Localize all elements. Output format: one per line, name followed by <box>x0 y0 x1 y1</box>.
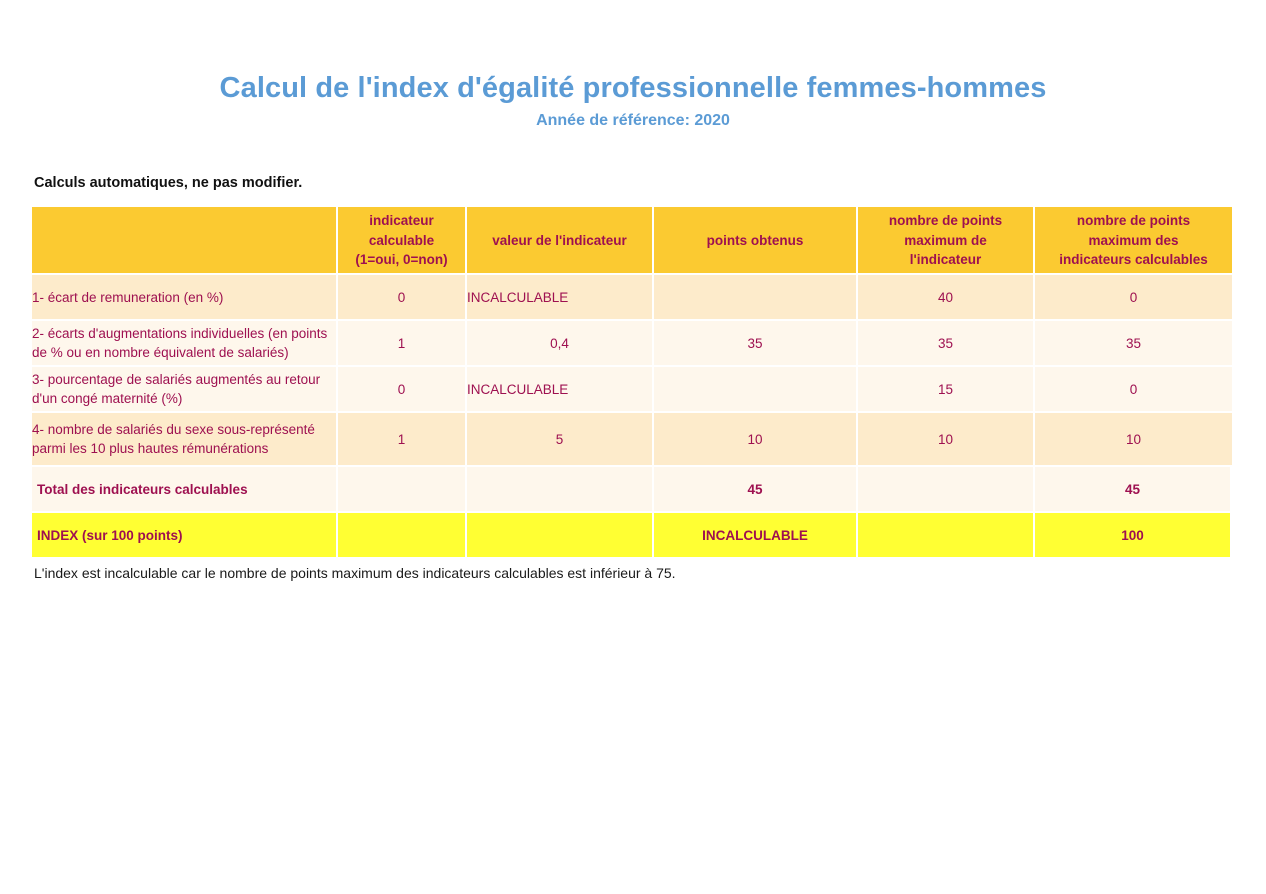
column-header-points-obtenus: points obtenus <box>654 207 858 275</box>
table-header <box>32 207 1232 275</box>
row-calculable: 1 <box>338 413 467 467</box>
row-calculable: 0 <box>338 367 467 413</box>
row-max-indicateur: 15 <box>858 367 1035 413</box>
row-max-calculables: 35 <box>1035 321 1232 367</box>
column-header-max-calculables-line2: maximum des <box>1088 232 1179 248</box>
total-row-points-obtenus: 45 <box>654 467 858 513</box>
index-row-points-obtenus: INCALCULABLE <box>654 513 858 559</box>
index-row <box>32 513 1232 559</box>
column-header-calculable <box>338 207 467 275</box>
total-row-max-indicateur-blank <box>858 467 1035 513</box>
index-row-max-calculables: 100 <box>1035 513 1232 559</box>
page-title: Calcul de l'index d'égalité professionnelle femmes-hommes <box>219 72 1047 104</box>
table-body <box>32 275 1232 559</box>
column-header-calculable-line2: calculable <box>368 232 435 248</box>
column-header-calculable-line1: indicateur <box>369 213 434 228</box>
row-max-calculables: 0 <box>1035 275 1232 321</box>
total-row-calculable-blank <box>338 467 467 513</box>
notice-text: Calculs automatiques, ne pas modifier. <box>34 175 303 192</box>
table-row <box>32 413 1232 467</box>
row-max-indicateur: 35 <box>858 321 1035 367</box>
row-max-indicateur: 40 <box>858 275 1035 321</box>
row-points-obtenus <box>654 367 858 413</box>
index-row-label: INDEX (sur 100 points) <box>32 513 338 559</box>
row-label: 3- pourcentage de salariés augmentés au retour d'un congé maternité (%) <box>32 367 338 413</box>
total-row-max-calculables: 45 <box>1035 467 1232 513</box>
column-header-label <box>32 207 338 275</box>
title-block <box>0 0 1266 130</box>
index-row-max-indicateur-blank <box>858 513 1035 559</box>
row-max-indicateur: 10 <box>858 413 1035 467</box>
footnote-text: L'index est incalculable car le nombre de points maximum des indicateurs calculables est inférieur à 75. <box>34 565 676 582</box>
column-header-max-calculables-line1: nombre de points <box>1076 213 1191 228</box>
row-max-calculables: 0 <box>1035 367 1232 413</box>
index-row-valeur-blank <box>467 513 654 559</box>
row-points-obtenus <box>654 275 858 321</box>
column-header-max-calculables <box>1035 207 1232 275</box>
column-header-valeur: valeur de l'indicateur <box>467 207 654 275</box>
column-header-max-calculables-line3: indicateurs calculables <box>1059 252 1208 268</box>
row-label: 2- écarts d'augmentations individuelles (en points de % ou en nombre équivalent de salariés) <box>32 321 338 367</box>
row-valeur: INCALCULABLE <box>467 275 654 321</box>
index-row-calculable-blank <box>338 513 467 559</box>
table-row <box>32 367 1232 413</box>
row-max-calculables: 10 <box>1035 413 1232 467</box>
table-row <box>32 321 1232 367</box>
column-header-max-indicateur-line2: maximum de <box>904 232 987 248</box>
row-points-obtenus: 10 <box>654 413 858 467</box>
row-points-obtenus: 35 <box>654 321 858 367</box>
header-row <box>32 207 1232 275</box>
column-header-max-indicateur-line3: l'indicateur <box>909 252 982 268</box>
row-valeur: INCALCULABLE <box>467 367 654 413</box>
row-calculable: 0 <box>338 275 467 321</box>
row-label: 4- nombre de salariés du sexe sous-représenté parmi les 10 plus hautes rémunérations <box>32 413 338 467</box>
total-row <box>32 467 1232 513</box>
column-header-calculable-line3: (1=oui, 0=non) <box>355 252 448 268</box>
row-valeur: 5 <box>467 413 654 467</box>
page-subtitle: Année de référence: 2020 <box>536 112 730 130</box>
column-header-max-indicateur <box>858 207 1035 275</box>
total-row-label: Total des indicateurs calculables <box>32 467 338 513</box>
index-table-wrapper <box>32 207 1232 559</box>
column-header-max-indicateur-line1: nombre de points <box>888 213 1003 228</box>
row-calculable: 1 <box>338 321 467 367</box>
index-table <box>32 207 1232 559</box>
row-label: 1- écart de remuneration (en %) <box>32 275 338 321</box>
table-row <box>32 275 1232 321</box>
row-valeur: 0,4 <box>467 321 654 367</box>
total-row-valeur-blank <box>467 467 654 513</box>
